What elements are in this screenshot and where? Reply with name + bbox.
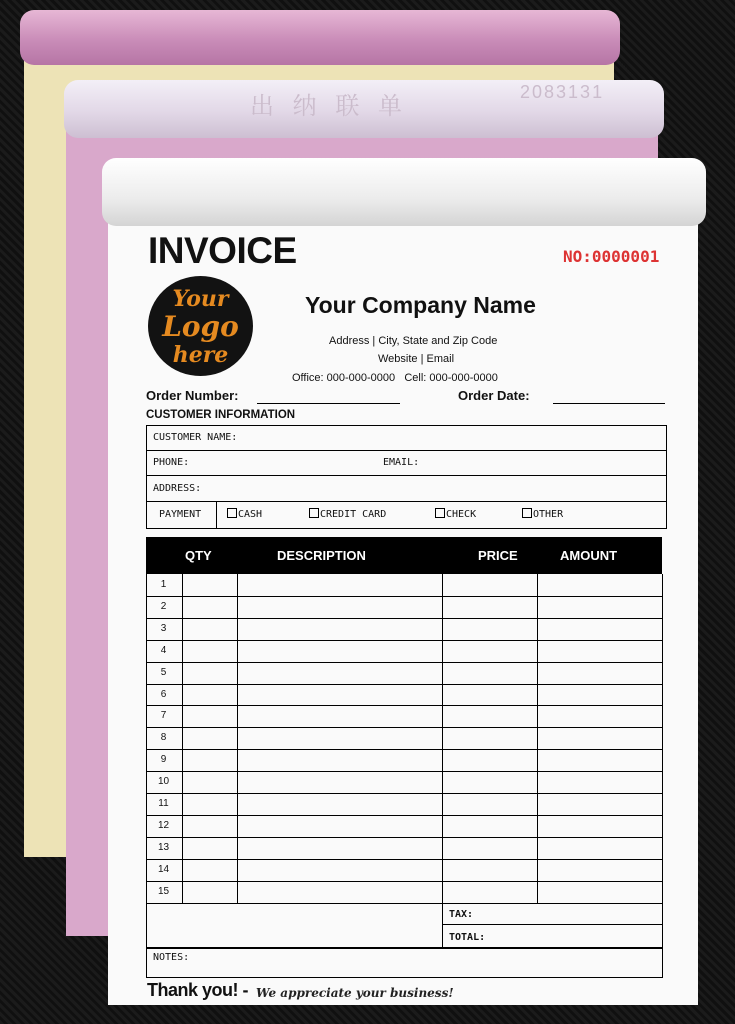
table-row-divider <box>147 903 662 904</box>
payment-option-label: OTHER <box>533 509 564 520</box>
qty-header: QTY <box>185 548 212 563</box>
table-row-number: 10 <box>157 776 170 787</box>
table-row-divider <box>147 596 662 597</box>
pink-sheet-roll <box>20 10 620 65</box>
payment-label: PAYMENT <box>159 509 202 520</box>
phone-label: PHONE: <box>153 457 190 468</box>
payment-option-other[interactable] <box>522 508 563 520</box>
table-row-divider <box>147 749 662 750</box>
logo-text-your: Your <box>172 286 229 312</box>
customer-name-label: CUSTOMER NAME: <box>153 432 238 443</box>
customer-info-heading: CUSTOMER INFORMATION <box>146 409 296 421</box>
thank-you-text: Thank you! - <box>147 980 248 1000</box>
table-row-number: 13 <box>157 842 170 853</box>
order-number-field[interactable] <box>257 403 400 404</box>
table-row-divider <box>147 859 662 860</box>
logo-text-logo: Logo <box>162 310 239 343</box>
notes-box[interactable] <box>146 948 663 978</box>
table-row-divider <box>147 837 662 838</box>
phone-field[interactable] <box>197 453 372 473</box>
table-row-number: 3 <box>160 623 167 634</box>
payment-option-label: CASH <box>238 509 263 520</box>
company-web-email: Website | Email <box>378 353 455 365</box>
table-row-divider <box>147 881 662 882</box>
order-date-label: Order Date: <box>458 388 530 403</box>
table-row-number: 5 <box>160 667 167 678</box>
notes-label: NOTES: <box>153 952 190 963</box>
table-row-divider <box>147 640 662 641</box>
thank-you-message: We appreciate your business! <box>256 986 454 1000</box>
invoice-title: INVOICE <box>148 230 297 271</box>
checkbox-icon <box>309 508 319 518</box>
invoice-number: NO:0000001 <box>563 247 660 266</box>
ghost-print-number: 2083131 <box>520 82 605 102</box>
tax-label: TAX: <box>449 909 474 920</box>
table-row-divider <box>147 815 662 816</box>
amount-header: AMOUNT <box>560 548 618 563</box>
description-header: DESCRIPTION <box>277 548 366 563</box>
payment-option-cash[interactable] <box>227 508 262 520</box>
table-row-number: 2 <box>160 601 167 612</box>
checkbox-icon <box>435 508 445 518</box>
order-date-field[interactable] <box>553 403 665 404</box>
table-row-number: 1 <box>160 579 167 590</box>
checkbox-icon <box>522 508 532 518</box>
table-row-number: 4 <box>160 645 167 656</box>
address-field[interactable] <box>213 478 659 498</box>
table-row-divider <box>147 684 662 685</box>
order-number-label: Order Number: <box>146 388 239 403</box>
items-table-header <box>146 537 662 574</box>
email-label: EMAIL: <box>383 457 420 468</box>
price-header: PRICE <box>478 548 518 563</box>
total-label: TOTAL: <box>449 932 486 943</box>
company-address: Address | City, State and Zip Code <box>329 335 498 347</box>
table-row-divider <box>147 618 662 619</box>
email-field[interactable] <box>427 453 657 473</box>
customer-info-box <box>146 425 667 529</box>
payment-option-check[interactable] <box>435 508 476 520</box>
table-row-divider <box>147 705 662 706</box>
payment-option-label: CREDIT CARD <box>320 509 387 520</box>
address-label: ADDRESS: <box>153 483 202 494</box>
table-row-number: 12 <box>157 820 170 831</box>
company-phones: Office: 000-000-0000 Cell: 000-000-0000 <box>292 372 498 384</box>
items-table <box>146 574 663 949</box>
total-field[interactable] <box>497 927 657 944</box>
table-row-divider <box>147 662 662 663</box>
table-row-number: 15 <box>157 886 170 897</box>
payment-option-label: CHECK <box>446 509 477 520</box>
payment-option-credit-card[interactable] <box>309 508 386 520</box>
company-name: Your Company Name <box>305 292 536 318</box>
table-row-number: 9 <box>160 754 167 765</box>
table-row-number: 11 <box>158 798 169 809</box>
customer-name-field[interactable] <box>247 428 659 448</box>
table-row-number: 8 <box>160 732 167 743</box>
white-sheet-roll <box>102 158 706 226</box>
table-row-divider <box>147 727 662 728</box>
ghost-print-text: 出 纳 联 单 <box>250 93 409 120</box>
table-row-number: 7 <box>160 710 167 721</box>
table-row-divider <box>147 793 662 794</box>
table-row-number: 6 <box>160 689 167 700</box>
table-row-divider <box>147 771 662 772</box>
checkbox-icon <box>227 508 237 518</box>
table-row-number: 14 <box>157 864 170 875</box>
logo-text-here: here <box>172 342 229 368</box>
company-logo <box>148 276 253 376</box>
tax-field[interactable] <box>487 905 657 922</box>
